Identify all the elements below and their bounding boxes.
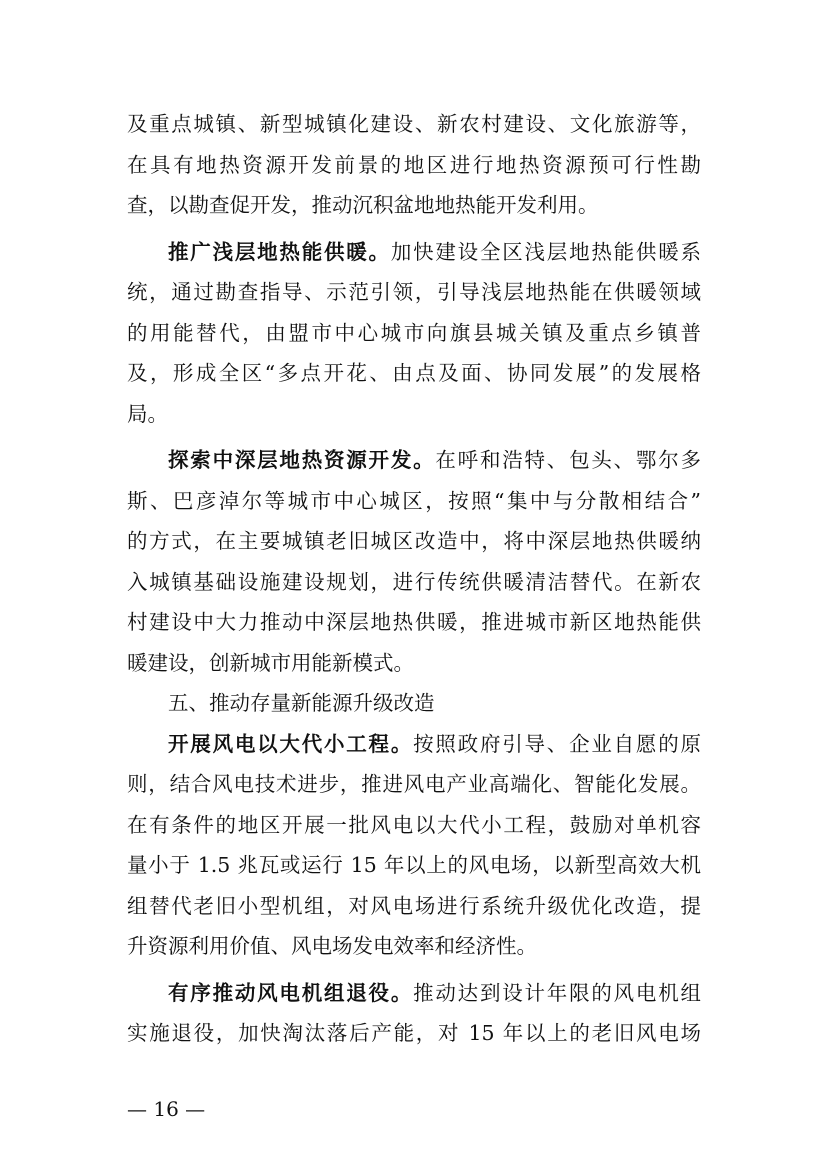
document-body bbox=[127, 104, 701, 1054]
text-line: 及，形成全区“多点开花、由点及面、协同发展”的发展格 bbox=[127, 361, 701, 385]
paragraph-lead: 推广浅层地热能供暖。 bbox=[168, 239, 391, 264]
paragraph-wind-retirement bbox=[127, 973, 701, 1054]
text-line: 入城镇基础设施建设规划，进行传统供暖清洁替代。在新农 bbox=[127, 569, 701, 594]
paragraph-text: 在呼和浩特、包头、鄂尔多 bbox=[435, 448, 701, 472]
section-heading-text: 五、推动存量新能源升级改造 bbox=[168, 691, 435, 715]
text-line bbox=[127, 973, 701, 1014]
text-line bbox=[127, 724, 701, 765]
text-line: 量小于 1.5 兆瓦或运行 15 年以上的风电场，以新型高效大机 bbox=[127, 853, 701, 877]
paragraph-lead: 开展风电以大代小工程。 bbox=[168, 731, 414, 756]
section-heading bbox=[127, 683, 701, 724]
text-line bbox=[127, 440, 701, 481]
text-line: 在有条件的地区开展一批风电以大代小工程，鼓励对单机容 bbox=[127, 812, 701, 837]
text-line: 实施退役，加快淘汰落后产能，对 15 年以上的老旧风电场 bbox=[127, 1021, 701, 1045]
paragraph-lead: 探索中深层地热资源开发。 bbox=[168, 448, 436, 472]
text-line: 在具有地热资源开发前景的地区进行地热资源预可行性勘 bbox=[127, 152, 701, 177]
paragraph-deep-geothermal bbox=[127, 440, 701, 683]
text-line: 的方式，在主要城镇老旧城区改造中，将中深层地热供暖纳 bbox=[127, 529, 701, 553]
text-line: 查，以勘查促开发，推动沉积盆地地热能开发利用。 bbox=[127, 193, 599, 217]
text-line: 斯、巴彦淖尔等城市中心城区，按照“集中与分散相结合” bbox=[127, 488, 701, 513]
text-line: 统，通过勘查指导、示范引领，引导浅层地热能在供暖领域 bbox=[127, 280, 701, 304]
paragraph-text: 推动达到设计年限的风电机组 bbox=[413, 980, 701, 1005]
paragraph-text: 按照政府引导、企业自愿的原 bbox=[413, 731, 701, 756]
paragraph-geothermal-survey bbox=[127, 104, 701, 226]
text-line: 村建设中大力推动中深层地热供暖，推进城市新区地热能供 bbox=[127, 610, 701, 634]
page-number: — 16 — bbox=[127, 1097, 206, 1121]
text-line: 局。 bbox=[127, 401, 168, 426]
paragraph-lead: 有序推动风电机组退役。 bbox=[168, 980, 414, 1005]
text-line: 组替代老旧小型机组，对风电场进行系统升级优化改造，提 bbox=[127, 893, 701, 918]
text-line: 暖建设，创新城市用能新模式。 bbox=[127, 650, 414, 675]
text-line: 则，结合风电技术进步，推进风电产业高端化、智能化发展。 bbox=[127, 772, 701, 796]
paragraph-text: 加快建设全区浅层地热能供暖系 bbox=[390, 239, 702, 264]
text-line: 及重点城镇、新型城镇化建设、新农村建设、文化旅游等， bbox=[127, 112, 701, 136]
paragraph-shallow-geothermal bbox=[127, 232, 701, 435]
text-line bbox=[127, 232, 701, 273]
text-line: 的用能替代，由盟市中心城市向旗县城关镇及重点乡镇普 bbox=[127, 320, 701, 345]
paragraph-wind-repowering bbox=[127, 724, 701, 967]
text-line: 升资源利用价值、风电场发电效率和经济性。 bbox=[127, 934, 537, 958]
